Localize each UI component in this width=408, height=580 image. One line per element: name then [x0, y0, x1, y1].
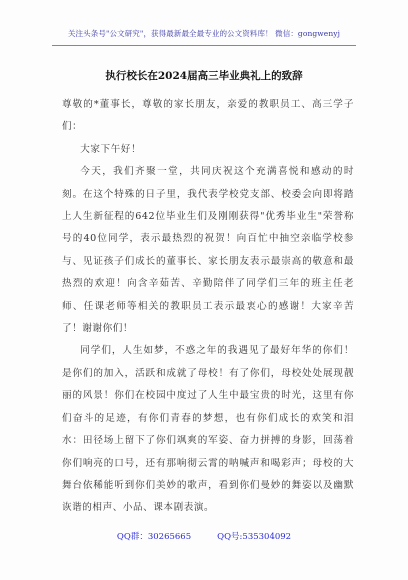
salutation: 尊敬的*董事长，尊敬的家长朋友，亲爱的教职员工、高三学子们： — [62, 99, 354, 133]
footer — [0, 530, 408, 542]
footer-qq-group: QQ群：30265665 — [116, 532, 192, 542]
document-body — [62, 94, 354, 520]
document-title: 执行校长在2024届高三毕业典礼上的致辞 — [105, 70, 303, 82]
header-divider — [52, 45, 356, 46]
header-banner: 关注头条号"公文研究"，获得最新最全最专业的公文资料库！ 微信：gongwenyj — [67, 29, 341, 38]
footer-qq-number: QQ号:535304092 — [217, 532, 292, 542]
paragraph-1: 今天，我们齐聚一堂，共同庆祝这个充满喜悦和感动的时刻。在这个特殊的日子里，我代表学校党支部、校委会向即将踏上人生新征程的642位毕业生们及刚刚获得"优秀毕业生"荣誉称号的40位同学，表示最热烈的祝贺！向百忙中抽空亲临学校参与、见证孩子们成长的董事长、家长朋友表示最崇高的敬意和最热烈的欢迎！向含辛茹苦、辛勤陪伴了同学们三年的班主任老师、任课老师等相关的教职员工表示最衷心的感谢！大家辛苦了！谢谢你们！ — [62, 166, 354, 335]
paragraph-2: 同学们，人生如梦，不惑之年的我遇见了最好年华的你们！是你们的加入，活跃和成就了母校！有了你们，母校处处展现靓丽的风景！你们在校园中度过了人生中最宝贵的时光，这里有你们奋斗的足迹，有你们青春的梦想，也有你们成长的欢笑和泪水：田径场上留下了你们飒爽的军姿、奋力拼搏的身影，回荡着你们响亮的口号，还有那响彻云霄的呐喊声和喝彩声；母校的大舞台依稀能听到你们美妙的歌声，看到你们曼妙的舞姿以及幽默诙谐的相声、小品、课本剧表演。 — [62, 345, 354, 514]
greeting: 大家下午好！ — [80, 143, 142, 155]
